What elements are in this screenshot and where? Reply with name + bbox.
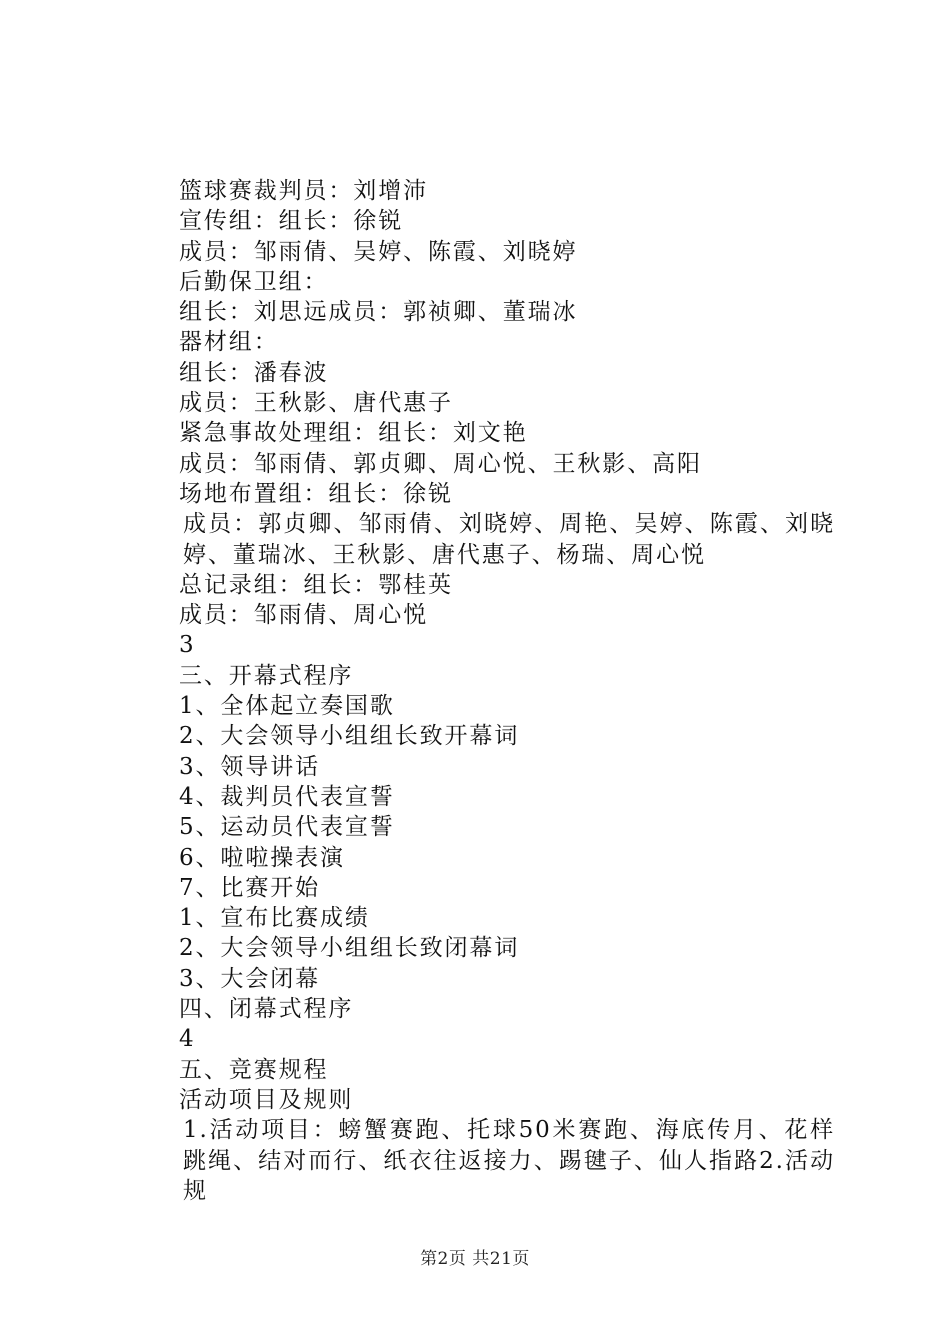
list-item: 1、全体起立奏国歌 <box>179 693 395 720</box>
text-line: 成员：邹雨倩、郭贞卿、周心悦、王秋影、高阳 <box>179 450 702 477</box>
text-line: 紧急事故处理组：组长：刘文艳 <box>179 420 528 447</box>
text-line: 篮球赛裁判员：刘增沛 <box>179 178 428 204</box>
text-line: 后勤保卫组： <box>179 268 329 295</box>
page-number-marker: 3 <box>179 632 196 659</box>
section-heading: 五、竞赛规程 <box>179 1056 329 1083</box>
text-line: 成员：王秋影、唐代惠子 <box>179 390 453 417</box>
list-item: 5、运动员代表宣誓 <box>179 814 395 841</box>
text-line: 器材组： <box>179 329 279 356</box>
text-paragraph: 1.活动项目：螃蟹赛跑、托球50米赛跑、海底传月、花样跳绳、结对而行、纸衣往返接力、踢毽子、仙人指路2.活动规 <box>183 1117 835 1204</box>
list-item: 1、宣布比赛成绩 <box>179 905 370 932</box>
subheading: 活动项目及规则 <box>179 1086 354 1113</box>
list-item: 2、大会领导小组组长致闭幕词 <box>179 935 520 962</box>
text-paragraph: 成员：郭贞卿、邹雨倩、刘晓婷、周艳、吴婷、陈霞、刘晓婷、董瑞冰、王秋影、唐代惠子、杨瑞、周心悦 <box>183 511 835 568</box>
text-line: 组长：刘思远成员：郭祯卿、董瑞冰 <box>179 299 578 326</box>
section-heading: 三、开幕式程序 <box>179 662 354 689</box>
list-item: 4、裁判员代表宣誓 <box>179 783 395 810</box>
text-line: 宣传组：组长：徐锐 <box>179 208 404 235</box>
list-item: 7、比赛开始 <box>179 874 321 901</box>
list-item: 2、大会领导小组组长致开幕词 <box>179 723 520 750</box>
text-line: 成员：邹雨倩、吴婷、陈霞、刘晓婷 <box>179 238 578 265</box>
list-item: 3、大会闭幕 <box>179 965 321 992</box>
section-heading: 四、闭幕式程序 <box>179 996 354 1023</box>
text-line: 组长：潘春波 <box>179 359 329 386</box>
page-footer: 第2页 共21页 <box>420 1249 530 1269</box>
text-line: 场地布置组：组长：徐锐 <box>179 480 453 507</box>
text-line: 总记录组：组长：鄂桂英 <box>179 571 453 598</box>
list-item: 6、啦啦操表演 <box>179 844 345 871</box>
list-item: 3、领导讲话 <box>179 753 321 780</box>
document-body <box>130 176 835 1206</box>
text-line: 成员：邹雨倩、周心悦 <box>179 602 428 629</box>
page-number-marker: 4 <box>179 1026 196 1053</box>
